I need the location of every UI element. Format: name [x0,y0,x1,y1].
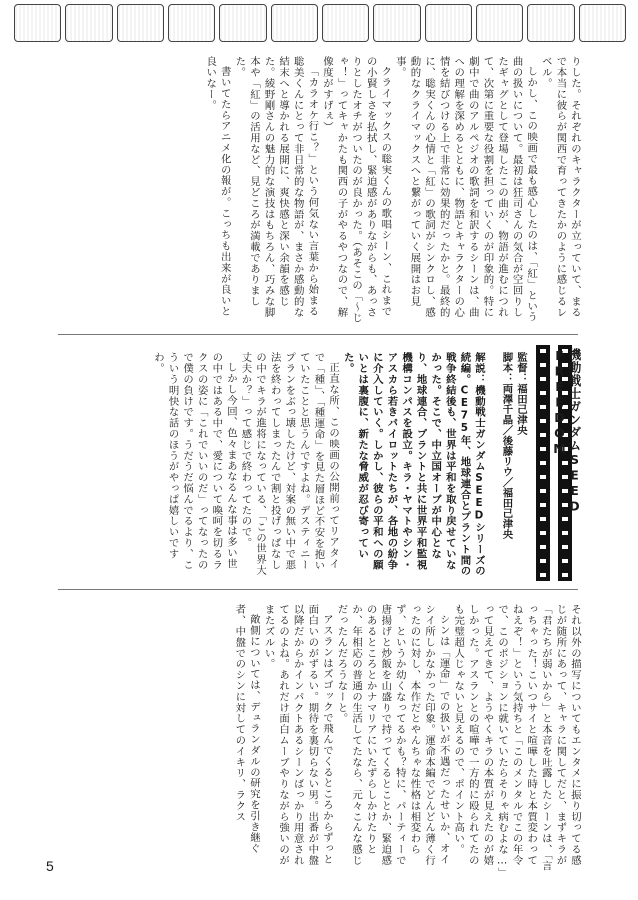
page-number: 5 [46,858,54,874]
review-bot-paragraph: アスランはズゴックで飛んでくるところからずっと面白いのがずるい。期待を裏切らない男。出番が中盤以降だからかインパクトあるシーンばっかり用意されてるのよね。あれだけ面白ムーブやりながら強いのがまたズルい。 [262,604,333,866]
section-divider [58,589,578,590]
film-frame [219,4,266,42]
review-top-paragraph: 書いてたらアニメ化の報が。こっちも出来が良いと良いなー。 [204,56,231,318]
film-frame [476,4,523,42]
film-frame [322,4,369,42]
title-filmbar-decoration [536,345,550,581]
review-top-body [72,56,582,326]
film-frame [168,4,215,42]
review-mid-paragraph: 正直な所、この映画の公開前ってリアタイで「種」、「種運命」を見た層ほど不安を抱いていたことと思うんですよね。デスティニープランをぶっ壊したけど、対案の無い中で悪法を終わってしまったんで割と投げっぱなしの中でキラが進将になっている、「この世界大丈夫か？」って感じで終わってたので。 [239,352,340,576]
review-mid-paragraph: しかし今回、色々まあなるんな事は多い世の中ではある中で、愛について喚呵を切るラクスの姿に「これでいいのだ」ってなったので僕の負けです。うだうだ悩んでるより、こういう明快な話のほうがやっぱ嬉しいですわ。 [151,352,237,570]
review-bot-paragraph: それ以外の描写についてもエンタメに振り切ってる感じが随所にあって、キャラに関してだと、まずキラが「君たちが弱いから」と本音を吐露したシーンは、「言っちゃった！こいつサイと喧嘩した時と本質変わってねえぞ！」という気持ちと「このメンタルでこの年令で、このポジションに就いていたらそりゃ病むよな…」って見えてきて、ようやくキラの本質が見えたのが嬉しかった。アスランとの喧嘩で一方的に殴られてたのも完璧超人じゃないと見えるので、ポイント高い。 [452,604,581,873]
credit-writers: 脚本：両澤千晶／後藤リウ／福田己津央 [500,352,513,540]
review-bot-paragraph: シンは「運命」での扱いが不遇だったせいか、オイシイ所しかなかった印象。運命本編でどんどん薄く行ったのに対し、本作だとやんちゃな性格は相変わらず、というか幼くなってるかも？特に、パーティーで唐揚げと炒飯を山盛りで持ってくるとことか、緊迫感のあるところとかナマリアにいたずらしかけたりとか、年相応の普通の生活してたなら、元々こんな感じだったんだろうなーと。 [335,604,450,866]
film-frame [271,4,318,42]
review-mid-credits [499,352,528,578]
film-frame [527,4,574,42]
section-divider [58,334,578,335]
film-frame [65,4,112,42]
film-strip-header [14,4,626,42]
credit-director: 監督：福田己津央 [515,352,527,436]
film-frame [117,4,164,42]
review-top-paragraph: りした。それぞれのキャラクターが立っていて、まるで本当に彼らが関西で育ってきたかのように感じるレベル。 [539,56,581,318]
film-frame [14,4,61,42]
review-top-paragraph: クライマックスの聡実くんの歌唱シーン、これまでの小賢しさを払拭し、緊迫感がありながらも、あっさりとしたオチがついたのが良かった。（あそこの「～じゃ！」ってキャかたも関西の子がやるやつなので、解像度がすげぇ） [320,56,392,324]
review-bot-body [72,604,582,874]
review-mid-body [68,352,486,578]
review-top-paragraph: しかし、この映画で最も感心したのは、「紅」という曲の扱いについて。最初は狂司さんの気合が空回りしたギャグとして登場したこの曲が、物語が進むにつれて、次第に重要な役割を担っていくのが印象的。特に劇中で曲のアルペジオの歌詞を和訳するシーンは、曲への理解を深めるとともに、物語とキャラクターの心情を結びつける上で非常に効果的だったかと。最終的に、聡実くんの心情と「紅」の歌詞がシンクロし、感動的なクライマックスへと繋がっていく展開はお見事。 [393,56,538,323]
film-frame [579,4,626,42]
review-top-paragraph: 「カラオケ行こ？」という何気ない言葉から始まる聡美くんにとって非日常的な物語が、まさか感動的な結末へと導かれる展開に、爽快感と深い余韻を感じた。綾野剛さんの魅力的な演技はもちろん、巧みな脚本や「紅」の活用など、見どころが満載でありました。 [233,56,319,318]
review-mid-title: 機動戦士ガンダムSEED FREEDOM [552,348,582,514]
review-mid-synopsis: 解説：機動戦士ガンダムSEEDシリーズの続編。CE75年、地球連合とプラント間の戦争終結後も、世界は平和を取り戻せていなかった。そこで、中立国オーブが中心となり、地球連合、プラントと共に世界平和監視機構コンパスを設立。キラ・ヤマトやシン・アスカら若きパイロットたちが、各地の紛争に介入していく。しかし、彼らの平和への願いとは裏腹に、新たな脅威が忍び寄っていた。 [341,352,485,577]
film-frame [373,4,420,42]
film-frame [425,4,472,42]
review-bot-paragraph: 敵側については、デュランダルの研究を引き継ぐ者、中盤でのシンに対してのイキリ、ラクス [233,604,260,855]
